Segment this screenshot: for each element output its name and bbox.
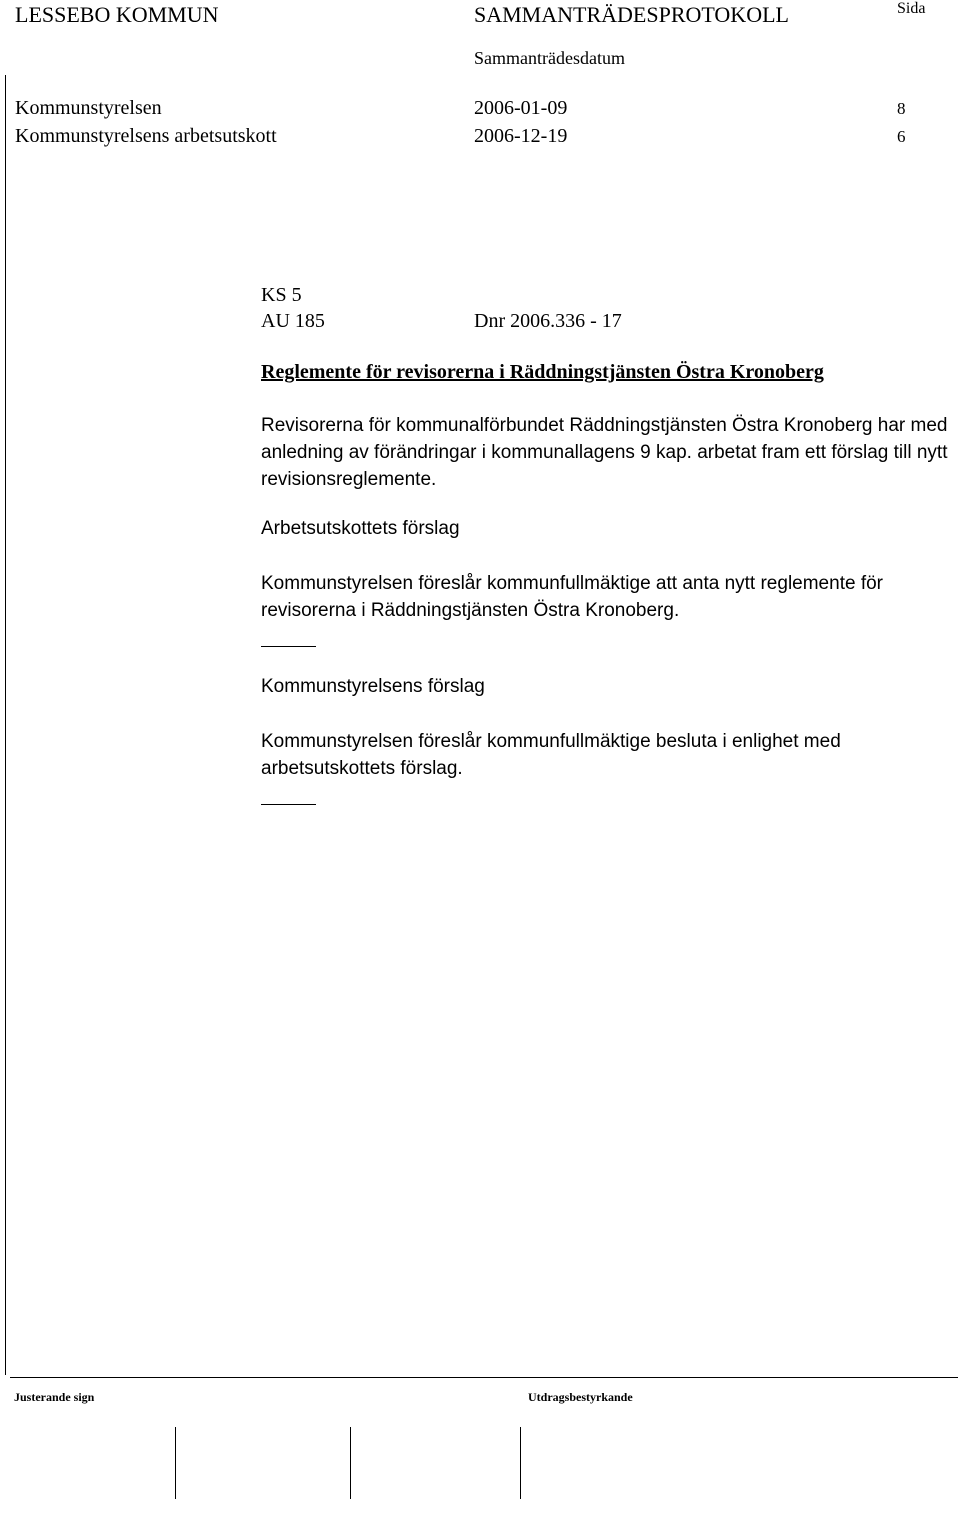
body-name-1: Kommunstyrelsen: [15, 97, 162, 119]
body-date-2: 2006-12-19: [474, 125, 568, 147]
case-title: Reglemente för revisorerna i Räddningstjänsten Östra Kronoberg: [261, 361, 824, 383]
au-proposal-text: Kommunstyrelsen föreslår kommunfullmäktige att anta nytt reglemente för revisorerna i Räddningstjänsten Östra Kronoberg.: [261, 573, 883, 621]
body-page-2: 6: [897, 127, 906, 146]
diary-number: Dnr 2006.336 - 17: [474, 310, 622, 332]
municipality-name: LESSEBO KOMMUN: [15, 2, 219, 27]
signature-box-divider-3: [520, 1427, 521, 1499]
body-date-1: 2006-01-09: [474, 97, 568, 119]
signature-box-divider-1: [175, 1427, 176, 1499]
ks-proposal-heading: Kommunstyrelsens förslag: [261, 676, 485, 697]
body-page-1: 8: [897, 99, 906, 118]
intro-paragraph: Revisorerna för kommunalförbundet Räddningstjänsten Östra Kronoberg har med anledning av förändringar i kommunallagens 9 kap. arbetat fram ett förslag till nytt revisionsreglemente.: [261, 415, 948, 490]
extract-certification-label: Utdragsbestyrkande: [528, 1390, 633, 1404]
signature-label: Justerande sign: [14, 1390, 95, 1404]
meeting-date-label: Sammanträdesdatum: [474, 48, 625, 68]
page-label: Sida: [897, 0, 926, 17]
section-separator-2: [261, 804, 316, 805]
au-paragraph: AU 185: [261, 310, 325, 332]
left-margin-rule: [5, 75, 6, 1375]
footer-rule: [10, 1377, 958, 1378]
body-name-2: Kommunstyrelsens arbetsutskott: [15, 125, 277, 147]
ks-proposal-text: Kommunstyrelsen föreslår kommunfullmäktige besluta i enlighet med arbetsutskottets förslag.: [261, 731, 841, 779]
au-proposal-heading: Arbetsutskottets förslag: [261, 518, 460, 539]
signature-box-divider-2: [350, 1427, 351, 1499]
ks-paragraph: KS 5: [261, 284, 302, 306]
document-title: SAMMANTRÄDESPROTOKOLL: [474, 2, 789, 27]
section-separator-1: [261, 646, 316, 647]
